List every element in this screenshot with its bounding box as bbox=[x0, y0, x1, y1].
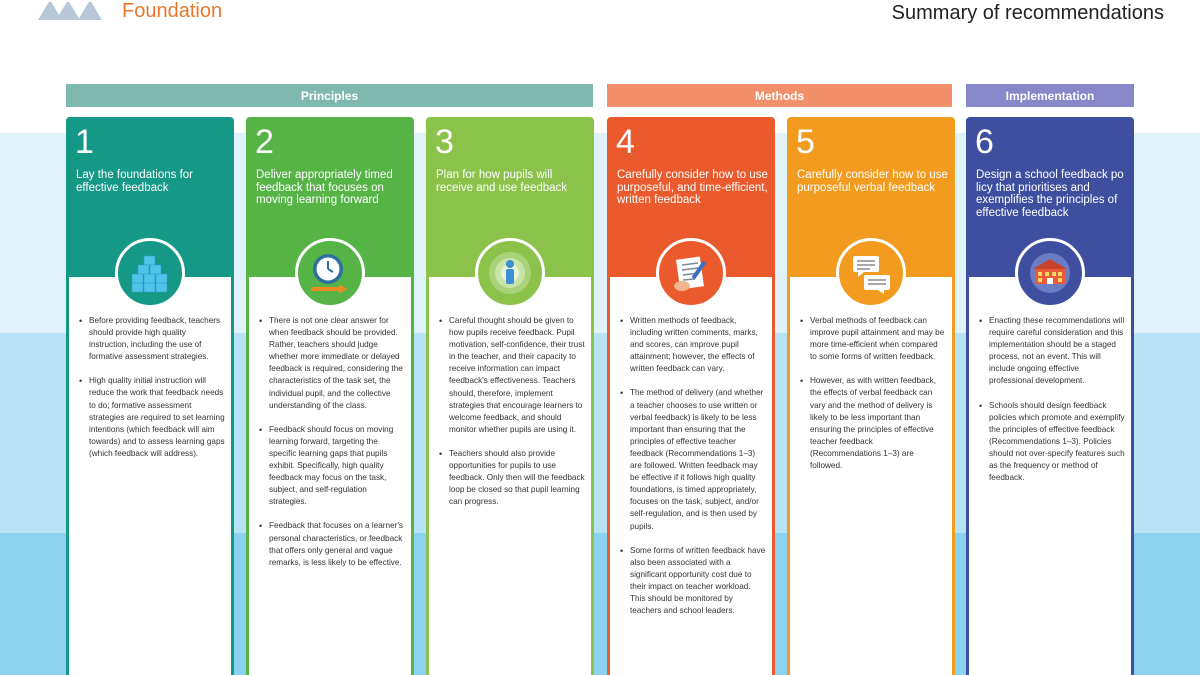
bullet-list bbox=[977, 315, 1125, 496]
list-item: • Verbal methods of feedback can improve pupil attainment and may be more time-efficient when compared to some forms of written feedback. bbox=[798, 315, 946, 363]
recommendation-number: 2 bbox=[255, 123, 274, 161]
recommendation-title: Plan for how pupils will receive and use feedback bbox=[436, 169, 568, 194]
bullet-list bbox=[437, 315, 585, 520]
card-body bbox=[429, 277, 591, 675]
pupil-icon bbox=[475, 238, 545, 308]
bullet-list bbox=[618, 315, 766, 629]
list-item: • Feedback should focus on moving learning forward, targeting the specific learning gaps that pupils exhibit. Specifically, high quality feedback may focus on the task, subject, and self-regulation strategies. bbox=[257, 424, 405, 509]
section-implementation: Implementation bbox=[966, 84, 1134, 107]
list-item: • Feedback that focuses on a learner's personal characteristics, or feedback that offers only general and vague remarks, is less likely to be effective. bbox=[257, 520, 405, 568]
page-title: Summary of recommendations bbox=[891, 2, 1164, 24]
card-body bbox=[969, 277, 1131, 675]
card-body bbox=[69, 277, 231, 675]
list-item: • There is not one clear answer for when feedback should be provided. Rather, teachers should judge whether more immediate or delayed feedback is required, considering the characteristics of the task set, the individual pupil, and the collective understanding of the class. bbox=[257, 315, 405, 412]
recommendation-number: 4 bbox=[616, 123, 635, 161]
recommendation-title: Lay the foundations for effective feedback bbox=[76, 169, 193, 194]
list-item: • High quality initial instruction will reduce the work that feedback needs to do; formative assessment strategies are required to set learning intentions (which feedback will aim towards) and to assess learning gaps (which feedback will address). bbox=[77, 375, 225, 460]
recommendation-card-2 bbox=[246, 117, 414, 675]
section-methods: Methods bbox=[607, 84, 952, 107]
list-item: • Some forms of written feedback have also been associated with a significant opportunity cost due to their impact on teacher workload. This should be monitored by teachers and school leaders. bbox=[618, 545, 766, 618]
list-item: • However, as with written feedback, the effects of verbal feedback can vary and the method of delivery is likely to be less important than ensuring the principles of effective teacher feedback (Recommendations 1–3) are followed. bbox=[798, 375, 946, 472]
recommendation-card-3 bbox=[426, 117, 594, 675]
cubes-icon bbox=[115, 238, 185, 308]
recommendation-number: 1 bbox=[75, 123, 94, 161]
list-item: • Before providing feedback, teachers should provide high quality instruction, including the use of formative assessment strategies. bbox=[77, 315, 225, 363]
foundation-logo-icon bbox=[38, 0, 110, 20]
list-item: • The method of delivery (and whether a teacher chooses to use written or verbal feedback) is likely to be less important than ensuring that the principles of effective teacher feedback (Recommendations 1–3) are followed. Written feedback may be effective if it follows high quality foundations, is timed appropriately, focuses on the task, subject, and/or self-regulation, and is then used by pupils. bbox=[618, 387, 766, 532]
recommendation-card-6 bbox=[966, 117, 1134, 675]
card-body bbox=[610, 277, 772, 675]
section-principles: Principles bbox=[66, 84, 593, 107]
list-item: • Enacting these recommendations will require careful consideration and this implementation should be a staged process, not an event. This will include ongoing effective professional development. bbox=[977, 315, 1125, 388]
list-item: • Schools should design feedback policies which promote and exemplify the principles of effective feedback (Recommendations 1–3). Policies should not over-specify features such as the frequency or method of feedback. bbox=[977, 400, 1125, 485]
recommendation-number: 6 bbox=[975, 123, 994, 161]
recommendation-number: 3 bbox=[435, 123, 454, 161]
org-name: Foundation bbox=[122, 0, 223, 22]
recommendation-title: Carefully consider how to use purposeful, and time-efficient, written feedback bbox=[617, 169, 768, 206]
recommendation-title: Design a school feedback po licy that prioritises and exemplifies the principles of effective feedback bbox=[976, 169, 1124, 219]
list-item: • Careful thought should be given to how pupils receive feedback. Pupil motivation, self-confidence, their trust in the teacher, and their capacity to receive information can impact feedback's effectiveness. Teachers should, therefore, implement strategies that encourage learners to welcome feedback, and should monitor whether pupils are using it. bbox=[437, 315, 585, 436]
recommendation-title: Deliver appropriately timed feedback that focuses on moving learning forward bbox=[256, 169, 393, 206]
list-item: • Written methods of feedback, including written comments, marks, and scores, can improve pupil attainment; however, the effects of written feedback can vary. bbox=[618, 315, 766, 375]
card-body bbox=[249, 277, 411, 675]
written-feedback-icon bbox=[656, 238, 726, 308]
recommendation-card-1 bbox=[66, 117, 234, 675]
list-item: • Teachers should also provide opportunities for pupils to use feedback. Only then will the feedback loop be closed so that pupil learning can progress. bbox=[437, 448, 585, 508]
recommendation-card-4 bbox=[607, 117, 775, 675]
bullet-list bbox=[257, 315, 405, 581]
clock-icon bbox=[295, 238, 365, 308]
bullet-list bbox=[77, 315, 225, 472]
recommendation-card-5 bbox=[787, 117, 955, 675]
speech-bubbles-icon bbox=[836, 238, 906, 308]
bullet-list bbox=[798, 315, 946, 484]
recommendation-number: 5 bbox=[796, 123, 815, 161]
school-icon bbox=[1015, 238, 1085, 308]
card-body bbox=[790, 277, 952, 675]
recommendation-title: Carefully consider how to use purposeful verbal feedback bbox=[797, 169, 948, 194]
